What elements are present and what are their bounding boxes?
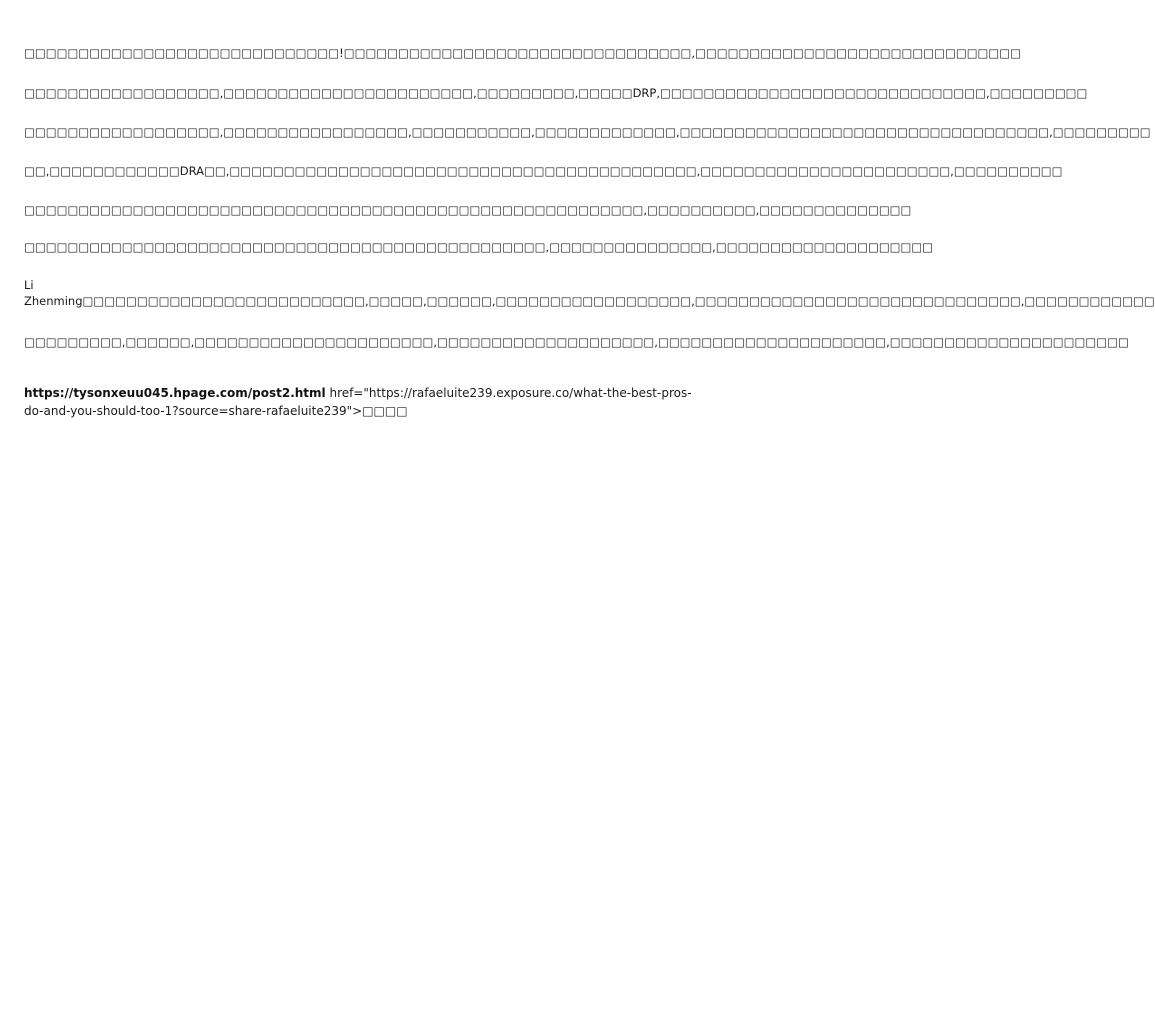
paragraph-li-line-2: Zhenming□□□□□□□□□□□□□□□□□□□□□□□□□□,□□□□□,□□□□□□,□□□□□□□□□□□□□□□□□□,□□□□□□□□□□□□□□□□□□□□□□□□□□□□□□,□□□□□□□□□□□□: [24, 294, 1155, 308]
footer-tail-text: href="https://rafaeluite239.exposure.co/what-the-best-pros-do-and-you-should-too-1?source=share-rafaeluite239">□□□□: [24, 386, 692, 418]
paragraph-4: □□,□□□□□□□□□□□□DRA□□,□□□□□□□□□□□□□□□□□□□□□□□□□□□□□□□□□□□□□□□□□□□,□□□□□□□□□□□□□□□□□□□□□□□,□□□□□□□□□□: [24, 164, 1063, 178]
paragraph-3: □□□□□□□□□□□□□□□□□□,□□□□□□□□□□□□□□□□□,□□□□□□□□□□□,□□□□□□□□□□□□□,□□□□□□□□□□□□□□□□□□□□□□□□□□□□□□□□□□,□□□□□□□□□: [24, 125, 1151, 139]
paragraph-li-line-1: Li: [24, 278, 34, 292]
paragraph-7: □□□□□□□□□,□□□□□□,□□□□□□□□□□□□□□□□□□□□□□,□□□□□□□□□□□□□□□□□□□□,□□□□□□□□□□□□□□□□□□□□□,□□□□□□□□□□□□□□□□□□□□□□: [24, 335, 1129, 349]
paragraph-6: □□□□□□□□□□□□□□□□□□□□□□□□□□□□□□□□□□□□□□□□□□□□□□□□,□□□□□□□□□□□□□□□,□□□□□□□□□□□□□□□□□□□□: [24, 240, 934, 254]
paragraph-2: □□□□□□□□□□□□□□□□□□,□□□□□□□□□□□□□□□□□□□□□□□,□□□□□□□□□,□□□□□DRP,□□□□□□□□□□□□□□□□□□□□□□□□□□□□□□,□□□□□□□□□: [24, 86, 1088, 100]
post-link[interactable]: https://tysonxeuu045.hpage.com/post2.html: [24, 386, 326, 400]
paragraph-5: □□□□□□□□□□□□□□□□□□□□□□□□□□□□□□□□□□□□□□□□□□□□□□□□□□□□□□□□□,□□□□□□□□□□,□□□□□□□□□□□□□□: [24, 203, 912, 217]
footer-paragraph: [24, 384, 696, 420]
paragraph-1: □□□□□□□□□□□□□□□□□□□□□□□□□□□□□!□□□□□□□□□□□□□□□□□□□□□□□□□□□□□□□□,□□□□□□□□□□□□□□□□□□□□□□□□□□□□□□: [24, 46, 1022, 60]
paragraph-li-zhenming: [24, 277, 1155, 309]
